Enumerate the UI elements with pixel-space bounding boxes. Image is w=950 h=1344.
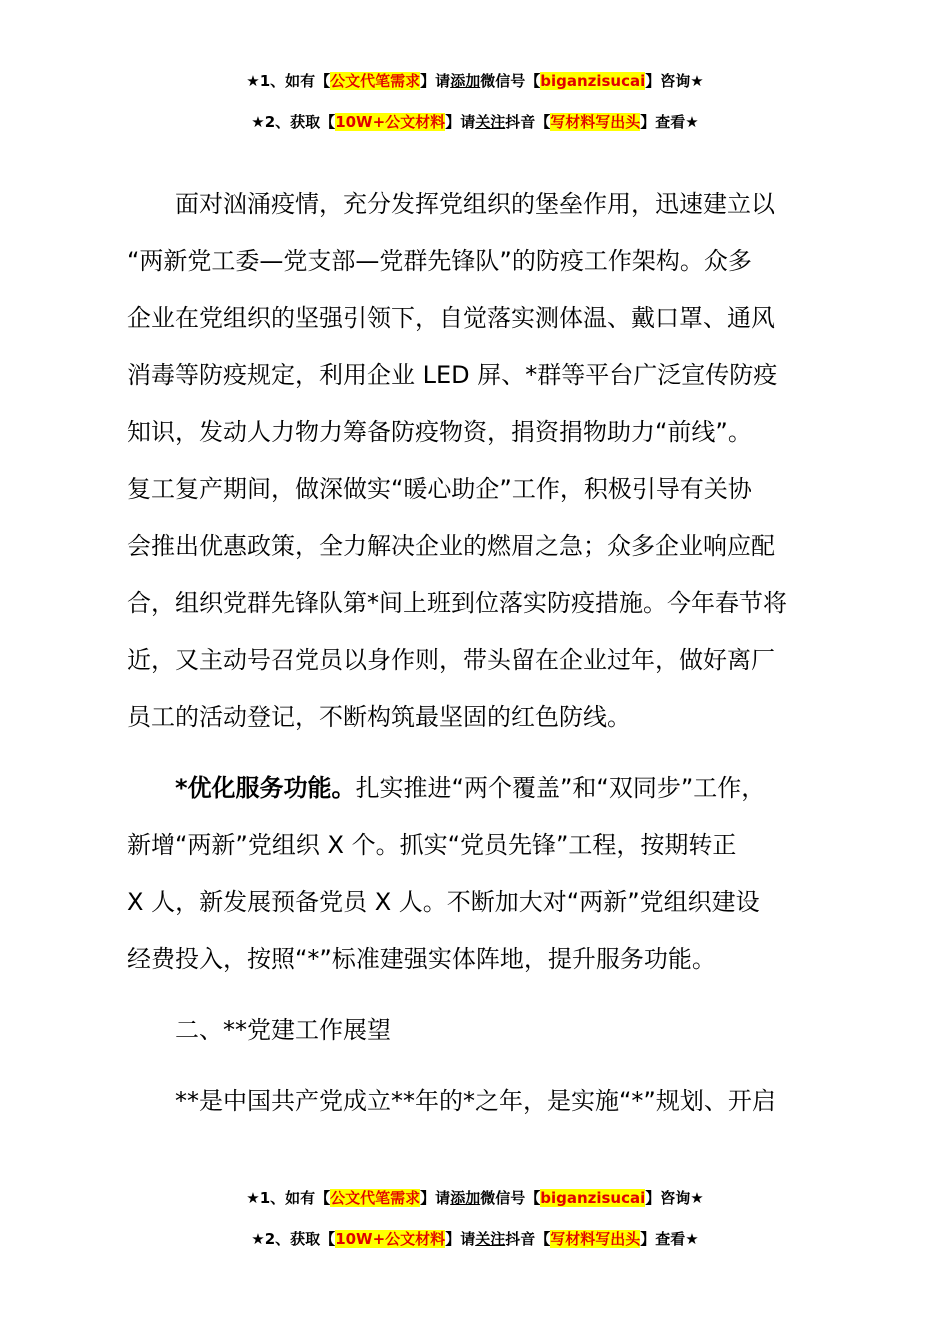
promo-text: ★2、获取【 [251,113,336,131]
document-body [127,176,837,1130]
header-promo-line-2 [0,112,950,132]
paragraph-lead-bold: *优化服务功能。 [175,774,356,802]
text-line: 知识，发动人力物力筹备防疫物资，捐资捐物助力“前线”。 [127,418,752,446]
footer-promo-line-2 [0,1229,950,1249]
text-line: 复工复产期间，做深做实“暖心助企”工作，积极引导有关协 [127,475,752,503]
promo-text: 】查看★ [640,1230,699,1248]
header-promo-line-1 [0,71,950,91]
text-line: 合，组织党群先锋队第*间上班到位落实防疫措施。今年春节将 [127,589,787,617]
promo-underlined: 关注 [475,1230,506,1248]
promo-highlight: 公文代笔需求 [330,72,421,90]
promo-text: 】咨询★ [645,1189,704,1207]
promo-text: 】请 [420,1189,451,1207]
promo-text: ★1、如有【 [246,1189,331,1207]
promo-underlined: 关注 [475,113,506,131]
promo-text: 】请 [445,1230,476,1248]
promo-text: 】咨询★ [645,72,704,90]
text-line: 面对汹涌疫情，充分发挥党组织的堡垒作用，迅速建立以 [175,190,775,218]
promo-douyin-id: 写材料写出头 [550,1230,641,1248]
promo-highlight: 公文代笔需求 [330,1189,421,1207]
promo-text: 】请 [420,72,451,90]
promo-highlight: 10W+公文材料 [335,1230,446,1248]
heading-text: 二、**党建工作展望 [175,1016,391,1044]
promo-text: ★1、如有【 [246,72,331,90]
text-line: **是中国共产党成立**年的*之年，是实施“*”规划、开启 [175,1087,776,1115]
section-heading [127,1002,837,1059]
promo-text: 微信号【 [480,72,541,90]
text-run: 扎实推进“两个覆盖”和“双同步”工作， [355,774,766,802]
promo-wechat-id: biganzisucai [540,1189,646,1207]
promo-underlined: 添加 [450,1189,481,1207]
promo-text: 】请 [445,113,476,131]
footer-promo-line-1 [0,1188,950,1208]
text-line: 消毒等防疫规定，利用企业 LED 屏、*群等平台广泛宣传防疫 [127,361,778,389]
promo-douyin-id: 写材料写出头 [550,113,641,131]
promo-text: 抖音【 [505,1230,551,1248]
promo-highlight: 10W+公文材料 [335,113,446,131]
text-line: “两新党工委—党支部—党群先锋队”的防疫工作架构。众多 [127,247,752,275]
promo-text: 微信号【 [480,1189,541,1207]
text-line: 经费投入，按照“*”标准建强实体阵地，提升服务功能。 [127,945,716,973]
text-line [127,760,837,817]
text-line: 企业在党组织的坚强引领下，自觉落实测体温、戴口罩、通风 [127,304,775,332]
paragraph-outlook [127,1073,837,1130]
text-line: 员工的活动登记，不断构筑最坚固的红色防线。 [127,703,631,731]
text-line: X 人，新发展预备党员 X 人。不断加大对“两新”党组织建设 [127,888,760,916]
promo-text: 抖音【 [505,113,551,131]
promo-wechat-id: biganzisucai [540,72,646,90]
promo-underlined: 添加 [450,72,481,90]
text-line: 近，又主动号召党员以身作则，带头留在企业过年，做好离厂 [127,646,775,674]
paragraph-epidemic [127,176,837,746]
paragraph-service [127,760,837,988]
text-line: 新增“两新”党组织 X 个。抓实“党员先锋”工程，按期转正 [127,831,737,859]
promo-text: ★2、获取【 [251,1230,336,1248]
text-line: 会推出优惠政策，全力解决企业的燃眉之急；众多企业响应配 [127,532,775,560]
promo-text: 】查看★ [640,113,699,131]
